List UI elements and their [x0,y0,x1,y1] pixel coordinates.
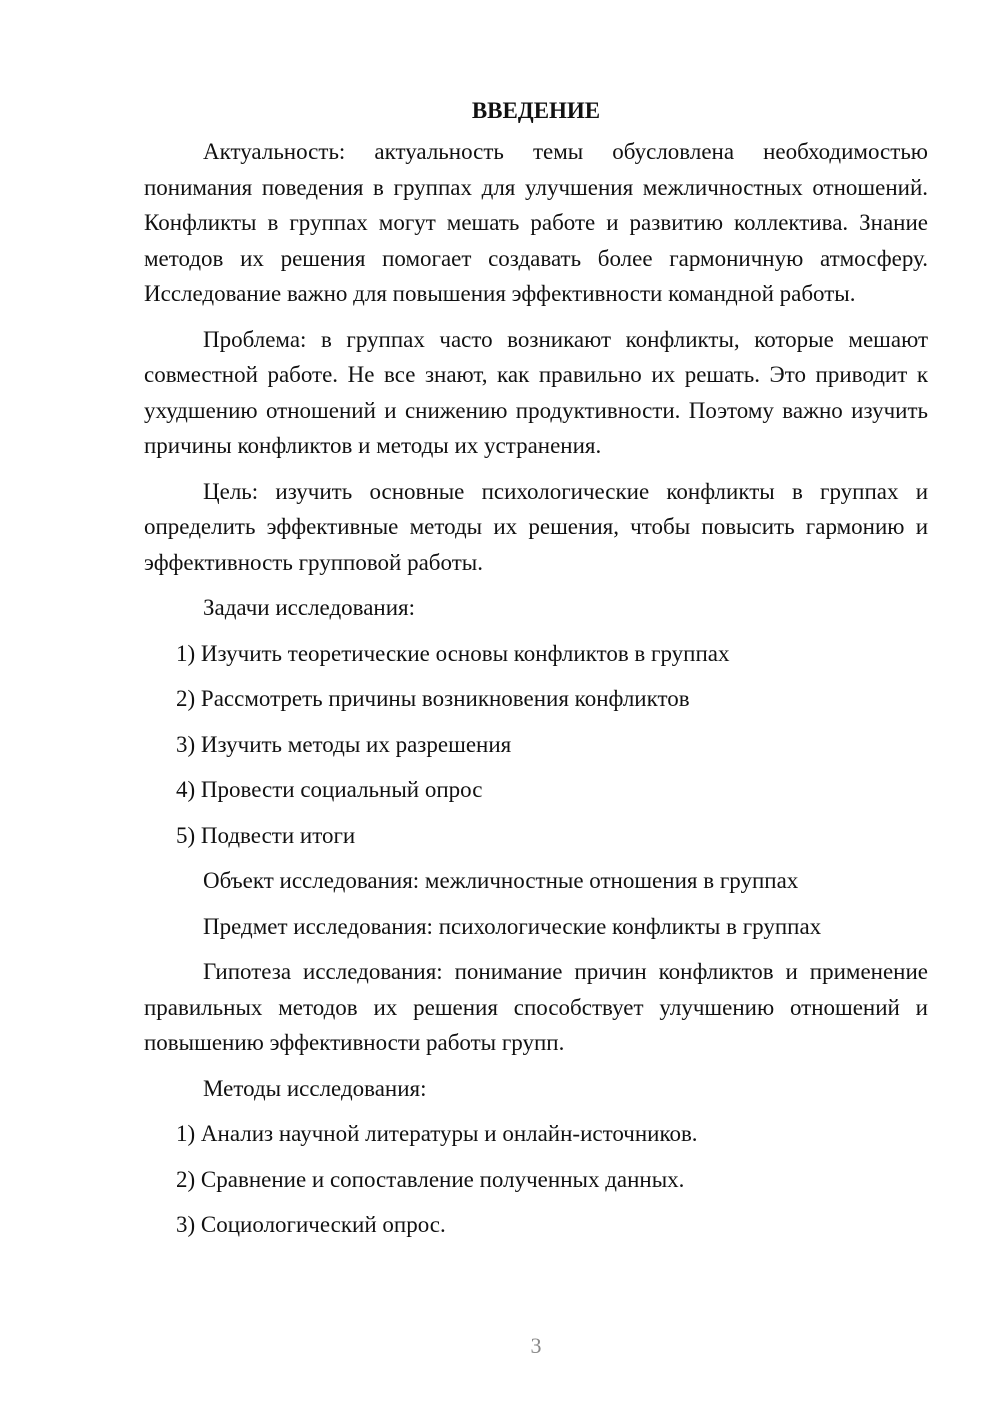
object-line: Объект исследования: межличностные отношения в группах [203,868,799,893]
relevance-paragraph: Актуальность: актуальность темы обусловлена необходимостью понимания поведения в группах для улучшения межличностных отношений. Конфликты в группах могут мешать работе и развитию коллектива. Знание методов их решения помогает создавать более гармоничную атмосферу. Исследование важно для повышения эффективности командной работы. [144,139,928,306]
list-item: 1) Анализ научной литературы и онлайн-источников. [176,1121,698,1146]
list-item: 2) Рассмотреть причины возникновения конфликтов [176,686,690,711]
page-number: 3 [530,1333,542,1358]
list-item: 1) Изучить теоретические основы конфликтов в группах [176,640,730,666]
list-item: 2) Сравнение и сопоставление полученных данных. [176,1166,685,1192]
list-item: 5) Подвести итоги [176,822,356,848]
goal-paragraph: Цель: изучить основные психологические конфликты в группах и определить эффективные методы их решения, чтобы повысить гармонию и эффективность групповой работы. [144,478,928,575]
tasks-heading: Задачи исследования: [203,595,416,620]
page-content [144,96,928,1253]
methods-heading: Методы исследования: [203,1075,427,1101]
list-item: 4) Провести социальный опрос [176,777,483,802]
subject-line: Предмет исследования: психологические конфликты в группах [203,913,822,939]
page-title: ВВЕДЕНИЕ [471,98,601,123]
tasks-list [144,636,928,854]
list-item: 3) Социологический опрос. [176,1212,446,1237]
hypothesis-paragraph: Гипотеза исследования: понимание причин конфликтов и применение правильных методов их решения способствует улучшению отношений и повышению эффективности работы групп. [144,959,928,1055]
methods-list [144,1116,928,1243]
problem-paragraph: Проблема: в группах часто возникают конфликты, которые мешают совместной работе. Не все знают, как правильно их решать. Это приводит к ухудшению отношений и снижению продуктивности. Поэтому важно изучить причины конфликтов и методы их устранения. [144,326,928,458]
list-item: 3) Изучить методы их разрешения [176,731,512,757]
